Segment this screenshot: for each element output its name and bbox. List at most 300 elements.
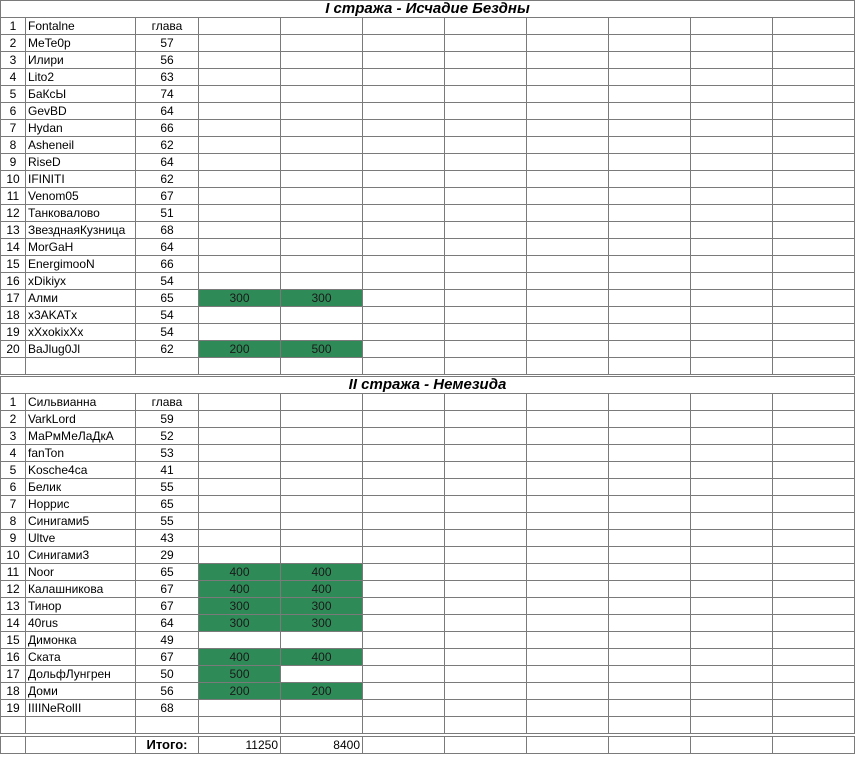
empty-cell[interactable]: [363, 290, 445, 307]
empty-cell[interactable]: [363, 324, 445, 341]
empty-cell[interactable]: [527, 341, 609, 358]
player-level[interactable]: 64: [136, 239, 199, 256]
player-level[interactable]: глава: [136, 18, 199, 35]
empty-cell[interactable]: [773, 530, 855, 547]
empty-cell[interactable]: [527, 103, 609, 120]
player-level[interactable]: 57: [136, 35, 199, 52]
player-name[interactable]: Сильвианна: [26, 394, 136, 411]
empty-cell[interactable]: [691, 632, 773, 649]
player-name[interactable]: GevBD: [26, 103, 136, 120]
empty-cell[interactable]: [691, 188, 773, 205]
player-name[interactable]: Норрис: [26, 496, 136, 513]
empty-cell[interactable]: [527, 273, 609, 290]
empty-cell[interactable]: [773, 256, 855, 273]
player-level[interactable]: 68: [136, 700, 199, 717]
contribution-a[interactable]: [199, 445, 281, 462]
empty-cell[interactable]: [773, 479, 855, 496]
empty-cell[interactable]: [281, 717, 363, 734]
empty-cell[interactable]: [363, 239, 445, 256]
player-name[interactable]: fanTon: [26, 445, 136, 462]
row-number[interactable]: 17: [1, 290, 26, 307]
empty-cell[interactable]: [445, 171, 527, 188]
empty-cell[interactable]: [445, 86, 527, 103]
empty-cell[interactable]: [363, 564, 445, 581]
player-name[interactable]: x3AKATx: [26, 307, 136, 324]
empty-cell[interactable]: [445, 581, 527, 598]
player-name[interactable]: MorGaH: [26, 239, 136, 256]
empty-cell[interactable]: [363, 394, 445, 411]
player-level[interactable]: 54: [136, 324, 199, 341]
empty-cell[interactable]: [691, 103, 773, 120]
empty-cell[interactable]: [691, 69, 773, 86]
empty-cell[interactable]: [527, 35, 609, 52]
player-name[interactable]: Танковалово: [26, 205, 136, 222]
empty-cell[interactable]: [445, 324, 527, 341]
empty-cell[interactable]: [527, 188, 609, 205]
player-name[interactable]: Алми: [26, 290, 136, 307]
row-number[interactable]: 13: [1, 222, 26, 239]
player-name[interactable]: Lito2: [26, 69, 136, 86]
empty-cell[interactable]: [609, 341, 691, 358]
empty-cell[interactable]: [609, 18, 691, 35]
contribution-b[interactable]: [281, 479, 363, 496]
contribution-b[interactable]: [281, 222, 363, 239]
empty-cell[interactable]: [445, 547, 527, 564]
cell[interactable]: [773, 737, 855, 754]
player-level[interactable]: 56: [136, 683, 199, 700]
contribution-b[interactable]: [281, 666, 363, 683]
contribution-a[interactable]: [199, 307, 281, 324]
contribution-a[interactable]: [199, 324, 281, 341]
empty-cell[interactable]: [527, 666, 609, 683]
empty-cell[interactable]: [527, 411, 609, 428]
player-name[interactable]: Ската: [26, 649, 136, 666]
player-name[interactable]: IIIINeRolII: [26, 700, 136, 717]
contribution-a[interactable]: 400: [199, 564, 281, 581]
player-name[interactable]: xXxokixXx: [26, 324, 136, 341]
empty-cell[interactable]: [527, 205, 609, 222]
totals-label[interactable]: Итого:: [136, 737, 199, 754]
empty-cell[interactable]: [609, 666, 691, 683]
player-level[interactable]: 50: [136, 666, 199, 683]
contribution-a[interactable]: [199, 239, 281, 256]
cell[interactable]: [527, 737, 609, 754]
row-number[interactable]: 10: [1, 171, 26, 188]
empty-cell[interactable]: [445, 428, 527, 445]
empty-cell[interactable]: [773, 683, 855, 700]
player-level[interactable]: 68: [136, 222, 199, 239]
row-number[interactable]: 19: [1, 700, 26, 717]
player-level[interactable]: 64: [136, 103, 199, 120]
player-name[interactable]: Синигами5: [26, 513, 136, 530]
empty-cell[interactable]: [363, 137, 445, 154]
empty-cell[interactable]: [773, 273, 855, 290]
contribution-a[interactable]: [199, 205, 281, 222]
player-name[interactable]: Noor: [26, 564, 136, 581]
empty-cell[interactable]: [199, 358, 281, 375]
empty-cell[interactable]: [691, 581, 773, 598]
empty-cell[interactable]: [445, 239, 527, 256]
row-number[interactable]: 15: [1, 632, 26, 649]
empty-cell[interactable]: [527, 547, 609, 564]
empty-cell[interactable]: [445, 632, 527, 649]
empty-cell[interactable]: [445, 205, 527, 222]
empty-cell[interactable]: [773, 411, 855, 428]
empty-cell[interactable]: [527, 137, 609, 154]
empty-cell[interactable]: [609, 120, 691, 137]
row-number[interactable]: 8: [1, 513, 26, 530]
player-name[interactable]: 40rus: [26, 615, 136, 632]
empty-cell[interactable]: [445, 103, 527, 120]
contribution-a[interactable]: [199, 530, 281, 547]
empty-cell[interactable]: [363, 530, 445, 547]
row-number[interactable]: 6: [1, 103, 26, 120]
empty-cell[interactable]: [363, 273, 445, 290]
empty-cell[interactable]: [773, 120, 855, 137]
empty-cell[interactable]: [26, 717, 136, 734]
empty-cell[interactable]: [363, 598, 445, 615]
empty-cell[interactable]: [773, 341, 855, 358]
contribution-b[interactable]: 500: [281, 341, 363, 358]
contribution-b[interactable]: [281, 69, 363, 86]
contribution-b[interactable]: 300: [281, 615, 363, 632]
empty-cell[interactable]: [527, 290, 609, 307]
contribution-a[interactable]: [199, 700, 281, 717]
empty-cell[interactable]: [445, 394, 527, 411]
player-level[interactable]: 56: [136, 52, 199, 69]
contribution-a[interactable]: [199, 632, 281, 649]
empty-cell[interactable]: [445, 273, 527, 290]
empty-cell[interactable]: [691, 18, 773, 35]
row-number[interactable]: 14: [1, 615, 26, 632]
player-level[interactable]: 52: [136, 428, 199, 445]
empty-cell[interactable]: [445, 649, 527, 666]
empty-cell[interactable]: [363, 717, 445, 734]
empty-cell[interactable]: [691, 649, 773, 666]
player-name[interactable]: Fontalne: [26, 18, 136, 35]
row-number[interactable]: 1: [1, 18, 26, 35]
empty-cell[interactable]: [691, 358, 773, 375]
contribution-a[interactable]: [199, 18, 281, 35]
empty-cell[interactable]: [609, 307, 691, 324]
empty-cell[interactable]: [773, 307, 855, 324]
player-level[interactable]: 54: [136, 273, 199, 290]
empty-cell[interactable]: [773, 394, 855, 411]
contribution-a[interactable]: 500: [199, 666, 281, 683]
empty-cell[interactable]: [773, 632, 855, 649]
empty-cell[interactable]: [609, 394, 691, 411]
player-name[interactable]: ДольфЛунгрен: [26, 666, 136, 683]
contribution-a[interactable]: [199, 547, 281, 564]
empty-cell[interactable]: [527, 445, 609, 462]
empty-cell[interactable]: [445, 615, 527, 632]
empty-cell[interactable]: [527, 581, 609, 598]
contribution-b[interactable]: [281, 120, 363, 137]
empty-cell[interactable]: [691, 290, 773, 307]
empty-cell[interactable]: [691, 307, 773, 324]
empty-cell[interactable]: [363, 171, 445, 188]
empty-cell[interactable]: [773, 290, 855, 307]
contribution-a[interactable]: 400: [199, 649, 281, 666]
player-level[interactable]: 62: [136, 171, 199, 188]
empty-cell[interactable]: [363, 683, 445, 700]
empty-cell[interactable]: [609, 290, 691, 307]
empty-cell[interactable]: [773, 69, 855, 86]
empty-cell[interactable]: [773, 666, 855, 683]
empty-cell[interactable]: [691, 154, 773, 171]
player-name[interactable]: Синигами3: [26, 547, 136, 564]
player-level[interactable]: 43: [136, 530, 199, 547]
empty-cell[interactable]: [363, 154, 445, 171]
row-number[interactable]: 11: [1, 188, 26, 205]
empty-cell[interactable]: [445, 717, 527, 734]
row-number[interactable]: 17: [1, 666, 26, 683]
row-number[interactable]: 18: [1, 307, 26, 324]
contribution-b[interactable]: [281, 188, 363, 205]
empty-cell[interactable]: [363, 307, 445, 324]
empty-cell[interactable]: [363, 496, 445, 513]
empty-cell[interactable]: [609, 273, 691, 290]
empty-cell[interactable]: [691, 462, 773, 479]
empty-cell[interactable]: [445, 18, 527, 35]
empty-cell[interactable]: [445, 598, 527, 615]
section-title[interactable]: I стража - Исчадие Бездны: [1, 1, 855, 18]
empty-cell[interactable]: [527, 700, 609, 717]
empty-cell[interactable]: [527, 564, 609, 581]
contribution-b[interactable]: [281, 496, 363, 513]
empty-cell[interactable]: [445, 564, 527, 581]
empty-cell[interactable]: [445, 462, 527, 479]
player-level[interactable]: 41: [136, 462, 199, 479]
empty-cell[interactable]: [363, 547, 445, 564]
empty-cell[interactable]: [691, 445, 773, 462]
empty-cell[interactable]: [691, 479, 773, 496]
empty-cell[interactable]: [691, 564, 773, 581]
empty-cell[interactable]: [363, 69, 445, 86]
contribution-a[interactable]: [199, 256, 281, 273]
empty-cell[interactable]: [445, 52, 527, 69]
player-level[interactable]: 66: [136, 256, 199, 273]
empty-cell[interactable]: [609, 171, 691, 188]
empty-cell[interactable]: [609, 615, 691, 632]
empty-cell[interactable]: [691, 171, 773, 188]
empty-cell[interactable]: [773, 358, 855, 375]
row-number[interactable]: 2: [1, 35, 26, 52]
player-name[interactable]: ЗвезднаяКузница: [26, 222, 136, 239]
empty-cell[interactable]: [199, 717, 281, 734]
empty-cell[interactable]: [445, 666, 527, 683]
empty-cell[interactable]: [363, 462, 445, 479]
row-number[interactable]: 16: [1, 649, 26, 666]
row-number[interactable]: 12: [1, 581, 26, 598]
empty-cell[interactable]: [691, 513, 773, 530]
player-name[interactable]: Доми: [26, 683, 136, 700]
contribution-b[interactable]: [281, 700, 363, 717]
empty-cell[interactable]: [609, 428, 691, 445]
empty-cell[interactable]: [609, 632, 691, 649]
empty-cell[interactable]: [527, 717, 609, 734]
contribution-b[interactable]: 300: [281, 598, 363, 615]
empty-cell[interactable]: [527, 222, 609, 239]
empty-cell[interactable]: [363, 428, 445, 445]
empty-cell[interactable]: [609, 86, 691, 103]
empty-cell[interactable]: [527, 324, 609, 341]
player-name[interactable]: Тинор: [26, 598, 136, 615]
empty-cell[interactable]: [609, 103, 691, 120]
row-number[interactable]: 9: [1, 530, 26, 547]
player-name[interactable]: EnergimooN: [26, 256, 136, 273]
player-level[interactable]: 51: [136, 205, 199, 222]
contribution-a[interactable]: [199, 137, 281, 154]
empty-cell[interactable]: [691, 615, 773, 632]
empty-cell[interactable]: [773, 428, 855, 445]
contribution-b[interactable]: [281, 324, 363, 341]
empty-cell[interactable]: [609, 683, 691, 700]
contribution-b[interactable]: 200: [281, 683, 363, 700]
empty-cell[interactable]: [609, 154, 691, 171]
contribution-a[interactable]: 300: [199, 615, 281, 632]
empty-cell[interactable]: [445, 154, 527, 171]
contribution-b[interactable]: [281, 307, 363, 324]
cell[interactable]: [609, 737, 691, 754]
contribution-b[interactable]: [281, 18, 363, 35]
empty-cell[interactable]: [609, 564, 691, 581]
empty-cell[interactable]: [1, 358, 26, 375]
player-level[interactable]: глава: [136, 394, 199, 411]
empty-cell[interactable]: [445, 290, 527, 307]
player-level[interactable]: 74: [136, 86, 199, 103]
contribution-b[interactable]: [281, 171, 363, 188]
empty-cell[interactable]: [691, 222, 773, 239]
contribution-a[interactable]: [199, 222, 281, 239]
row-number[interactable]: 1: [1, 394, 26, 411]
player-level[interactable]: 62: [136, 137, 199, 154]
empty-cell[interactable]: [527, 394, 609, 411]
player-level[interactable]: 49: [136, 632, 199, 649]
empty-cell[interactable]: [445, 700, 527, 717]
cell[interactable]: [691, 737, 773, 754]
player-level[interactable]: 67: [136, 188, 199, 205]
empty-cell[interactable]: [773, 445, 855, 462]
empty-cell[interactable]: [363, 632, 445, 649]
contribution-a[interactable]: [199, 411, 281, 428]
contribution-a[interactable]: [199, 52, 281, 69]
player-name[interactable]: МаРмМеЛаДкА: [26, 428, 136, 445]
empty-cell[interactable]: [445, 120, 527, 137]
contribution-b[interactable]: [281, 462, 363, 479]
row-number[interactable]: 9: [1, 154, 26, 171]
empty-cell[interactable]: [691, 137, 773, 154]
contribution-a[interactable]: 300: [199, 290, 281, 307]
row-number[interactable]: 6: [1, 479, 26, 496]
empty-cell[interactable]: [363, 188, 445, 205]
row-number[interactable]: 2: [1, 411, 26, 428]
row-number[interactable]: 3: [1, 428, 26, 445]
contribution-a[interactable]: 200: [199, 341, 281, 358]
contribution-a[interactable]: [199, 69, 281, 86]
row-number[interactable]: 4: [1, 69, 26, 86]
empty-cell[interactable]: [609, 256, 691, 273]
empty-cell[interactable]: [527, 256, 609, 273]
empty-cell[interactable]: [609, 547, 691, 564]
empty-cell[interactable]: [445, 69, 527, 86]
empty-cell[interactable]: [609, 324, 691, 341]
empty-cell[interactable]: [445, 358, 527, 375]
empty-cell[interactable]: [363, 411, 445, 428]
empty-cell[interactable]: [609, 479, 691, 496]
empty-cell[interactable]: [445, 445, 527, 462]
contribution-a[interactable]: [199, 86, 281, 103]
contribution-b[interactable]: [281, 428, 363, 445]
contribution-b[interactable]: [281, 86, 363, 103]
row-number[interactable]: 20: [1, 341, 26, 358]
empty-cell[interactable]: [527, 69, 609, 86]
contribution-a[interactable]: [199, 394, 281, 411]
empty-cell[interactable]: [445, 341, 527, 358]
empty-cell[interactable]: [363, 358, 445, 375]
empty-cell[interactable]: [609, 69, 691, 86]
player-name[interactable]: xDikiyx: [26, 273, 136, 290]
empty-cell[interactable]: [773, 324, 855, 341]
empty-cell[interactable]: [527, 171, 609, 188]
empty-cell[interactable]: [445, 530, 527, 547]
player-level[interactable]: 29: [136, 547, 199, 564]
empty-cell[interactable]: [363, 222, 445, 239]
empty-cell[interactable]: [609, 239, 691, 256]
empty-cell[interactable]: [363, 513, 445, 530]
contribution-b[interactable]: 400: [281, 581, 363, 598]
contribution-a[interactable]: [199, 171, 281, 188]
empty-cell[interactable]: [773, 171, 855, 188]
empty-cell[interactable]: [773, 205, 855, 222]
empty-cell[interactable]: [691, 35, 773, 52]
player-level[interactable]: 66: [136, 120, 199, 137]
row-number[interactable]: 4: [1, 445, 26, 462]
empty-cell[interactable]: [773, 137, 855, 154]
contribution-b[interactable]: [281, 52, 363, 69]
player-name[interactable]: BaJlug0Jl: [26, 341, 136, 358]
row-number[interactable]: 5: [1, 86, 26, 103]
row-number[interactable]: 10: [1, 547, 26, 564]
contribution-b[interactable]: [281, 513, 363, 530]
empty-cell[interactable]: [773, 239, 855, 256]
empty-cell[interactable]: [363, 35, 445, 52]
totals-value-a[interactable]: 11250: [199, 737, 281, 754]
player-level[interactable]: 67: [136, 649, 199, 666]
empty-cell[interactable]: [691, 683, 773, 700]
empty-cell[interactable]: [691, 530, 773, 547]
empty-cell[interactable]: [609, 598, 691, 615]
player-level[interactable]: 55: [136, 479, 199, 496]
empty-cell[interactable]: [691, 120, 773, 137]
empty-cell[interactable]: [363, 256, 445, 273]
player-name[interactable]: IFINITI: [26, 171, 136, 188]
empty-cell[interactable]: [691, 598, 773, 615]
empty-cell[interactable]: [691, 394, 773, 411]
empty-cell[interactable]: [773, 547, 855, 564]
player-name[interactable]: Калашникова: [26, 581, 136, 598]
empty-cell[interactable]: [609, 411, 691, 428]
empty-cell[interactable]: [363, 445, 445, 462]
row-number[interactable]: 5: [1, 462, 26, 479]
empty-cell[interactable]: [527, 120, 609, 137]
contribution-a[interactable]: 400: [199, 581, 281, 598]
empty-cell[interactable]: [609, 35, 691, 52]
player-level[interactable]: 65: [136, 496, 199, 513]
row-number[interactable]: 8: [1, 137, 26, 154]
empty-cell[interactable]: [609, 137, 691, 154]
empty-cell[interactable]: [691, 205, 773, 222]
